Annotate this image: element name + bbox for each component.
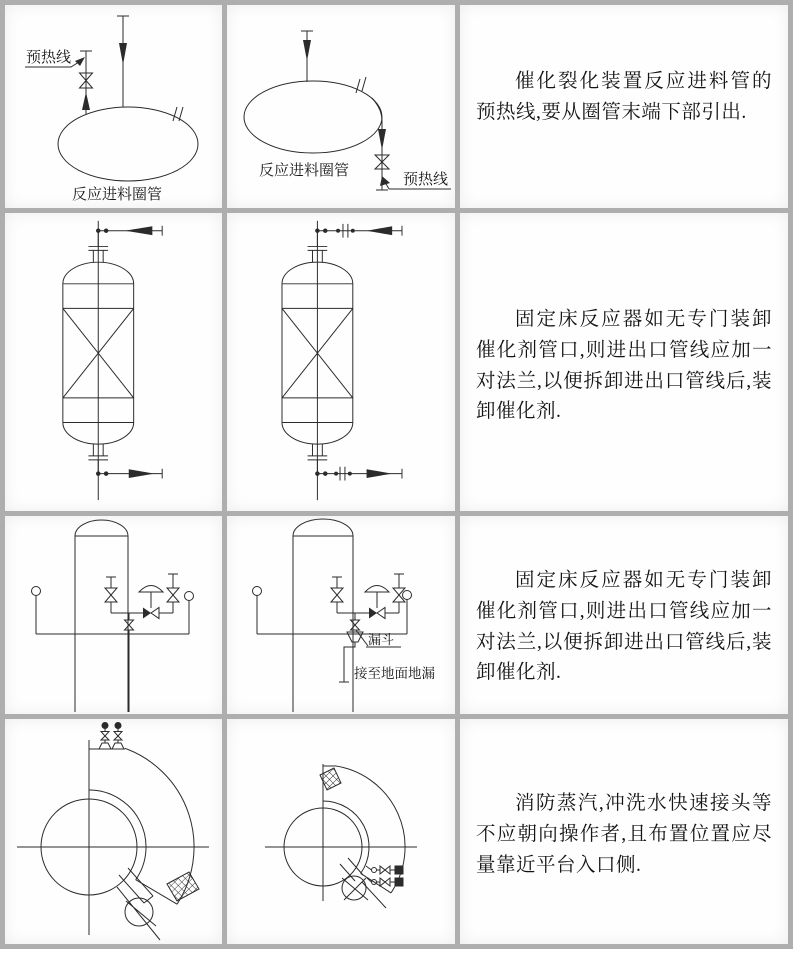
preheat-line-label: 预热线 (403, 172, 449, 188)
valve-icon (167, 588, 179, 595)
quick-coupling-icon (366, 866, 403, 874)
flow-arrow-icon (367, 226, 393, 235)
note-r4 (460, 719, 788, 944)
connection-circle-icon (32, 587, 41, 596)
reactor-manifold-wrong (5, 516, 222, 714)
panel-r2-left (5, 213, 222, 511)
note-text: 固定床反应器如无专门装卸催化剂管口,则进出口管线应加一对法兰,以便拆卸进出口管线后,装卸催化剂. (476, 570, 772, 684)
vessel-shell (75, 520, 128, 712)
reaction-feed-ring (244, 81, 382, 153)
preheat-label-callout (380, 170, 451, 189)
flow-arrow-icon (129, 469, 155, 478)
note-r1 (460, 5, 788, 208)
connection-circle-icon (253, 587, 262, 596)
reactor-manifold-correct (227, 516, 455, 714)
feed-inlet-line (117, 16, 129, 107)
preheat-branch-line (372, 98, 389, 190)
drain-valve-icon (351, 620, 360, 625)
control-valve-icon (139, 586, 163, 619)
feed-inlet-line (301, 31, 313, 82)
valve-manifold (105, 574, 179, 712)
panel-r1-right (227, 5, 455, 208)
diaphragm-actuator-icon (365, 586, 389, 593)
valve-icon (331, 588, 343, 595)
flow-arrow-up-icon (82, 92, 90, 110)
fixed-bed-reactor-correct (227, 213, 455, 511)
panel-r1-left (5, 5, 222, 208)
ring-pipe-diagram-correct (227, 5, 455, 208)
quick-coupling-icon (99, 723, 111, 750)
preheat-line-label: 预热线 (26, 50, 72, 66)
top-inlet-pipe (96, 226, 162, 247)
chute-and-manway (340, 858, 386, 908)
panel-r3-left (5, 516, 222, 714)
top-inlet-pipe (316, 224, 402, 247)
platform-inner-arc (323, 801, 369, 873)
note-r2 (460, 213, 788, 511)
fixed-bed-reactor-wrong (5, 213, 222, 511)
platform-outer-arc (334, 766, 405, 893)
ladder-hatch-icon (167, 872, 199, 901)
panel-r4-left (5, 719, 222, 944)
diaphragm-actuator-icon (139, 586, 163, 593)
funnel-label: 漏斗 (368, 632, 395, 647)
drain-valve-icon (125, 620, 134, 625)
note-r3 (460, 516, 788, 714)
chute-and-manway (117, 868, 160, 940)
plan-axes (265, 764, 417, 901)
bottom-outlet-pipe (316, 460, 402, 481)
floor-drain-label: 接至地面地漏 (354, 666, 435, 681)
note-text: 消防蒸汽,冲洗水快速接头等不应朝向操作者,且布置位置应尽量靠近平台入口侧. (476, 793, 772, 876)
preheat-label-callout (25, 48, 85, 67)
ring-pipe-label: 反应进料圈管 (71, 187, 163, 203)
vessel-shell (293, 519, 353, 712)
flow-arrow-icon (125, 226, 153, 235)
ring-pipe-diagram-wrong (5, 5, 222, 208)
platform-plan-correct (227, 719, 455, 944)
panel-r3-right (227, 516, 455, 714)
control-valve-icon (365, 586, 389, 619)
valve-icon (105, 588, 117, 595)
panel-r4-right (227, 719, 455, 944)
flow-arrow-icon (367, 469, 393, 478)
leader-arrow-icon (75, 57, 85, 66)
reaction-feed-ring (58, 107, 198, 181)
gauge-connections (253, 587, 412, 635)
flow-arrow-down-icon (303, 40, 311, 61)
note-text: 固定床反应器如无专门装卸催化剂管口,则进出口管线应加一对法兰,以便拆卸进出口管线后,装卸催化剂. (476, 309, 772, 423)
note-text: 催化裂化装置反应进料管的预热线,要从圈管末端下部引出. (476, 71, 772, 123)
valve-icon (393, 588, 405, 595)
plan-axes (17, 740, 209, 935)
quick-coupling-icon (367, 878, 403, 886)
connection-circle-icon (185, 592, 194, 601)
connection-circle-icon (403, 591, 412, 600)
flow-arrow-down-icon (119, 43, 127, 65)
panel-r2-right (227, 213, 455, 511)
platform-plan-wrong (5, 719, 222, 944)
bottom-outlet-pipe (96, 460, 162, 479)
ring-pipe-label: 反应进料圈管 (259, 163, 350, 179)
quick-coupling-icon (112, 723, 124, 750)
flow-arrow-down-icon (378, 129, 386, 150)
pipe-break-ticks (173, 107, 183, 121)
valve-manifold (331, 574, 405, 630)
platform-inner-arc (89, 790, 146, 880)
